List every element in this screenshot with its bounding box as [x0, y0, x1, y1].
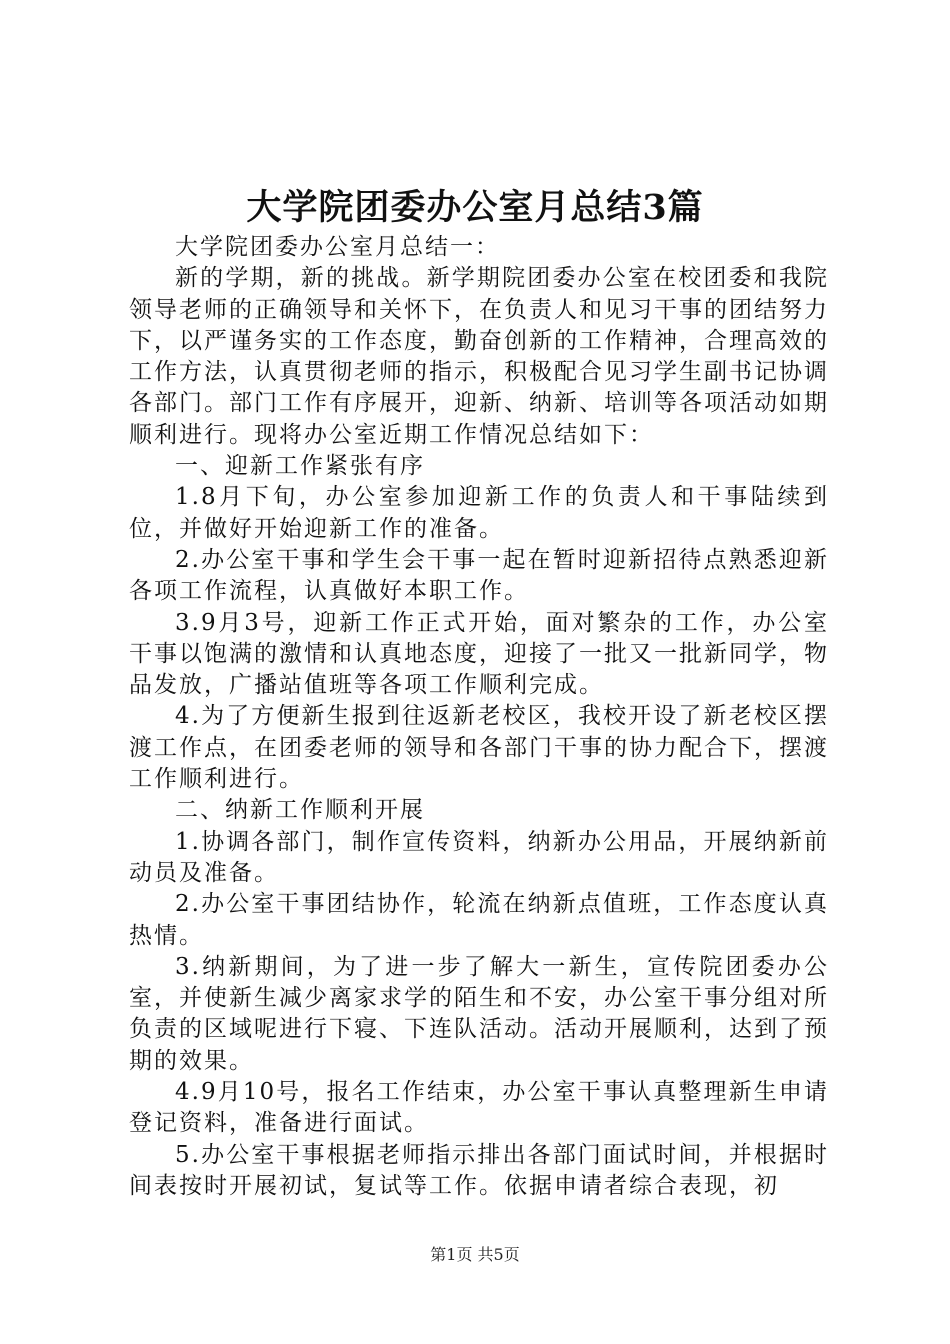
paragraph-recruit-2: 2.办公室干事团结协作，轮流在纳新点值班，工作态度认真热情。	[129, 891, 829, 949]
document-title: 大学院团委办公室月总结3篇	[246, 187, 704, 228]
paragraph-heading-recruit: 二、纳新工作顺利开展	[175, 797, 425, 824]
paragraph-welcome-3: 3.9月3号，迎新工作正式开始，面对繁杂的工作，办公室干事以饱满的激情和认真地态度，迎接了一批又一批新同学，物品发放，广播站值班等各项工作顺利完成。	[129, 609, 829, 699]
paragraph-recruit-1: 1.协调各部门，制作宣传资料，纳新办公用品，开展纳新前动员及准备。	[129, 828, 829, 886]
paragraph-intro: 新的学期，新的挑战。新学期院团委办公室在校团委和我院领导老师的正确领导和关怀下，在负责人和见习干事的团结努力下，以严谨务实的工作态度，勤奋创新的工作精神，合理高效的工作方法，认真贯彻老师的指示，积极配合见习学生副书记协调各部门。部门工作有序展开，迎新、纳新、培训等各项活动如期顺利进行。现将办公室近期工作情况总结如下：	[129, 265, 829, 448]
document-body	[129, 232, 829, 1202]
paragraph-welcome-1: 1.8月下旬，办公室参加迎新工作的负责人和干事陆续到位，并做好开始迎新工作的准备。	[129, 484, 829, 542]
paragraph-welcome-2: 2.办公室干事和学生会干事一起在暂时迎新招待点熟悉迎新各项工作流程，认真做好本职工作。	[129, 546, 829, 605]
paragraph-welcome-4: 4.为了方便新生报到往返新老校区，我校开设了新老校区摆渡工作点，在团委老师的领导和各部门干事的协力配合下，摆渡工作顺利进行。	[129, 703, 829, 793]
paragraph-section-heading: 大学院团委办公室月总结一：	[175, 234, 500, 260]
paragraph-recruit-4: 4.9月10号，报名工作结束，办公室干事认真整理新生申请登记资料，准备进行面试。	[129, 1079, 829, 1137]
paragraph-recruit-5: 5.办公室干事根据老师指示排出各部门面试时间，并根据时间表按时开展初试，复试等工作。依据申请者综合表现，初	[129, 1141, 829, 1199]
page-number-footer: 第1页 共5页	[430, 1245, 520, 1264]
paragraph-recruit-3: 3.纳新期间，为了进一步了解大一新生，宣传院团委办公室，并使新生减少离家求学的陌生和不安，办公室干事分组对所负责的区域呢进行下寝、下连队活动。活动开展顺利，达到了预期的效果。	[129, 953, 829, 1074]
paragraph-heading-welcome: 一、迎新工作紧张有序	[175, 453, 425, 480]
